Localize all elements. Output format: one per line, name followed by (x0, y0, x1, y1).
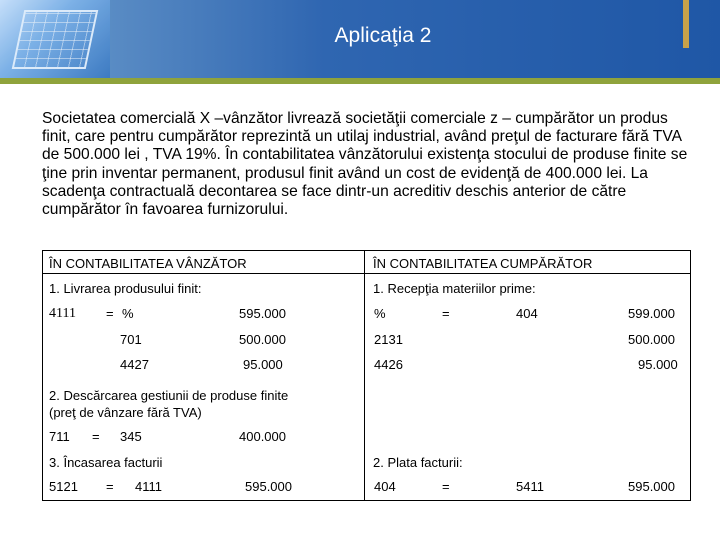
seller-op1-c2-account: 4427 (120, 357, 149, 372)
buyer-op1-d1-account: 2131 (374, 332, 403, 347)
seller-op2-debit: 711 (49, 429, 70, 444)
seller-op1-c2-value: 95.000 (243, 357, 283, 372)
seller-op3-eq: = (106, 479, 114, 494)
buyer-op1-title: 1. Recepţia materiilor prime: (373, 281, 536, 296)
buyer-op1-total: 599.000 (628, 306, 675, 321)
seller-op2-value: 400.000 (239, 429, 286, 444)
buyer-op2-debit: 404 (374, 479, 396, 494)
slide-title: Aplicaţia 2 (334, 24, 432, 47)
seller-op3-credit: 4111 (135, 479, 162, 494)
seller-op1-debit: 4111 (49, 306, 76, 321)
seller-op2-credit: 345 (120, 429, 142, 444)
buyer-op1-eq: = (442, 306, 450, 321)
seller-op3-value: 595.000 (245, 479, 292, 494)
buyer-op2-value: 595.000 (628, 479, 675, 494)
seller-op1-pct: % (122, 306, 134, 321)
seller-op1-c1-value: 500.000 (239, 332, 286, 347)
divider (0, 78, 720, 84)
seller-op3-debit: 5121 (49, 479, 78, 494)
seller-op2-eq: = (92, 429, 100, 444)
buyer-op2-credit: 5411 (516, 479, 544, 494)
buyer-op1-d2-account: 4426 (374, 357, 403, 372)
seller-op3-title: 3. Încasarea facturii (49, 455, 163, 470)
buyer-op2-title: 2. Plata facturii: (373, 455, 463, 470)
title-banner (0, 0, 720, 78)
seller-header: ÎN CONTABILITATEA VÂNZĂTOR (49, 256, 247, 271)
seller-op1-title: 1. Livrarea produsului finit: (49, 281, 202, 296)
buyer-op2-eq: = (442, 479, 450, 494)
buyer-op1-pct: % (374, 306, 386, 321)
buyer-op1-credit: 404 (516, 306, 538, 321)
seller-op1-total: 595.000 (239, 306, 286, 321)
problem-statement: Societatea comercială X –vânzător livrează societăţii comerciale z – cumpărător un produs finit, care pentru cumpărător reprezintă un utilaj industrial, având preţul de facturare fără TVA de 500.000 lei , TVA 19%. În contabilitatea vânzătorului existenţa stocului de produse finite se ţine prin inventar permanent, produsul finit având un cost de evidenţă de 400.000 lei. La scadenţa contractuală decontarea se face dintr-un acreditiv deschis anterior de către cumpărător în favoarea furnizorului. (42, 110, 688, 219)
seller-op2-title-line2: (preţ de vânzare fără TVA) (49, 405, 202, 420)
seller-op1-c1-account: 701 (120, 332, 142, 347)
buyer-op1-d2-value: 95.000 (638, 357, 678, 372)
seller-op1-eq: = (106, 306, 114, 321)
seller-op2-title-line1: 2. Descărcarea gestiunii de produse finite (49, 388, 289, 403)
buyer-header: ÎN CONTABILITATEA CUMPĂRĂTOR (373, 256, 593, 271)
buyer-op1-d1-value: 500.000 (628, 332, 675, 347)
